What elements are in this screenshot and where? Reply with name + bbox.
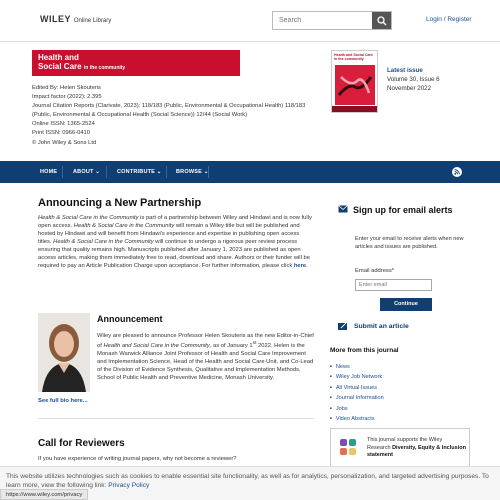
info-jcr-1: Journal Citation Reports (Clarivate, 2023): 118/183 (Public, Environmental & Occupational Health) 118/183 — [32, 103, 306, 110]
logo-sub: Online Library — [73, 18, 112, 24]
journal-info — [32, 84, 327, 148]
section-divider — [38, 418, 314, 419]
cover-title: Health and Social Care in the community — [334, 53, 373, 61]
journal-masthead[interactable] — [32, 50, 240, 76]
journal-cover-image[interactable] — [331, 50, 378, 113]
main-nav — [0, 161, 500, 183]
diversity-icon — [339, 438, 357, 456]
rss-button[interactable] — [452, 167, 462, 177]
nav-separator — [166, 166, 167, 178]
cover-artwork — [335, 65, 375, 105]
pencil-icon — [338, 322, 349, 332]
email-alert-icon — [338, 204, 349, 217]
continue-button[interactable]: Continue — [380, 298, 432, 311]
signup-text: Enter your email to receive alerts when new articles and issues are published. — [355, 236, 464, 250]
more-item-video-abstracts[interactable]: ■ Video Abstracts — [330, 414, 384, 424]
status-url: https://www.wiley.com/privacy — [0, 489, 88, 500]
announcement-title: Announcement — [97, 314, 163, 324]
nav-about[interactable]: ABOUT ⌄ — [73, 169, 101, 175]
logo-brand: WILEY — [40, 14, 71, 24]
cookie-text: This website utilizes technologies such as cookies to enable essential site functionality, as well as for analytics, personalization, and targeted advertising purposes. To learn more, view the following link: Privacy Policy — [6, 473, 489, 489]
email-input[interactable] — [355, 279, 432, 291]
chevron-down-icon: ⌄ — [156, 169, 162, 175]
more-item-news[interactable]: ■ News — [330, 362, 384, 372]
info-impact: Impact factor (2022): 2.395 — [32, 94, 102, 101]
submit-article-label: Submit an article — [354, 323, 409, 330]
masthead-title-1: Health and — [38, 53, 79, 62]
privacy-policy-link[interactable]: Privacy Policy — [108, 481, 150, 489]
chevron-down-icon: ⌄ — [95, 169, 101, 175]
full-bio-link[interactable]: See full bio here... — [38, 398, 88, 404]
nav-browse[interactable]: BROWSE ⌄ — [176, 169, 209, 175]
nav-home[interactable]: HOME — [40, 169, 58, 175]
chevron-down-icon: ⌄ — [203, 169, 209, 175]
editor-photo — [38, 313, 90, 392]
signup-title: Sign up for email alerts — [353, 205, 453, 215]
login-register-link[interactable]: Login / Register — [426, 16, 472, 23]
masthead-sub: in the community — [83, 64, 126, 71]
email-label: Email address* — [355, 268, 394, 274]
latest-issue-date: November 2022 — [387, 85, 432, 92]
wiley-logo[interactable] — [40, 14, 111, 24]
announcement-text: Wiley are pleased to announce Professor Helen Skouteris as the new Editor-in-Chief of Health and Social Care in the Community, as of January 1st 2022. Helen is the Monash Warwick Alliance Joint Professor of Health and Social Care Improvement and Implementation Science, Head of the Health and Social Care Unit, and Co-Lead of the Division of Evidence Synthesis, Qualitative and Implementation Methods, School of Public Health and Preventive Medicine, Monash University. — [97, 333, 314, 381]
partnership-section — [38, 197, 314, 270]
info-jcr-2: (Public, Environmental & Occupational Health (Social Science)) 12/44 (Social Work) — [32, 112, 248, 119]
info-copyright: © John Wiley & Sons Ltd — [32, 139, 97, 146]
search-icon — [377, 16, 387, 26]
more-item-job-network[interactable]: ■ Wiley Job Network — [330, 372, 384, 382]
latest-issue-volume: Volume 30, Issue 6 — [387, 76, 440, 83]
partnership-title: Announcing a New Partnership — [38, 197, 202, 209]
reviewers-title: Call for Reviewers — [38, 438, 125, 449]
more-item-virtual-issues[interactable]: ■ All Virtual Issues — [330, 383, 384, 393]
nav-separator — [208, 166, 209, 178]
partnership-text: Health & Social Care in the Community is part of a partnership between Wiley and Hindawi and is now fully open access. Health & Social Care in the Community will remain a Wiley title but will be published and hosted by Hindawi and will benefit from Hindawi's experience and expertise in publishing open access titles. Health & Social Care in the Community will continue to undergo a rigorous peer review process ensuring that quality remains high. Manuscripts published after January 1, 2023 are published as open access articles, making them immediately free to read, download and share. Authors or their funder will be required to pay an Article Publication Charge upon acceptance. For further information, please click here. — [38, 215, 312, 269]
partnership-here-link[interactable]: here — [293, 263, 307, 269]
search-input[interactable] — [273, 12, 373, 29]
info-print-issn: Print ISSN: 0966-0410 — [32, 130, 91, 137]
dei-text: This journal supports the Wiley Research Diversity, Equity & Inclusion statement — [367, 437, 466, 458]
latest-issue — [387, 66, 440, 93]
top-header — [0, 0, 500, 42]
nav-separator — [62, 166, 63, 178]
more-item-jobs[interactable]: ■ Jobs — [330, 404, 384, 414]
search-button[interactable] — [372, 12, 391, 29]
search-box — [272, 11, 392, 30]
reviewers-text: If you have experience of writing journal papers, why not become a reviewer? — [38, 456, 237, 462]
rss-icon — [452, 167, 462, 177]
latest-issue-link[interactable]: Latest issue — [387, 67, 423, 74]
more-title: More from this journal — [330, 347, 399, 354]
nav-contribute[interactable]: CONTRIBUTE ⌄ — [117, 169, 162, 175]
submit-article-link[interactable] — [338, 322, 409, 334]
more-list — [330, 362, 384, 425]
masthead-title-2: Social Care in the community — [38, 61, 126, 71]
info-editor: Edited By: Helen Skouteris — [32, 85, 101, 91]
cover-footer — [332, 106, 377, 112]
info-online-issn: Online ISSN: 1365-2524 — [32, 121, 95, 128]
nav-separator — [106, 166, 107, 178]
more-item-journal-info[interactable]: ■ Journal Information — [330, 393, 384, 403]
